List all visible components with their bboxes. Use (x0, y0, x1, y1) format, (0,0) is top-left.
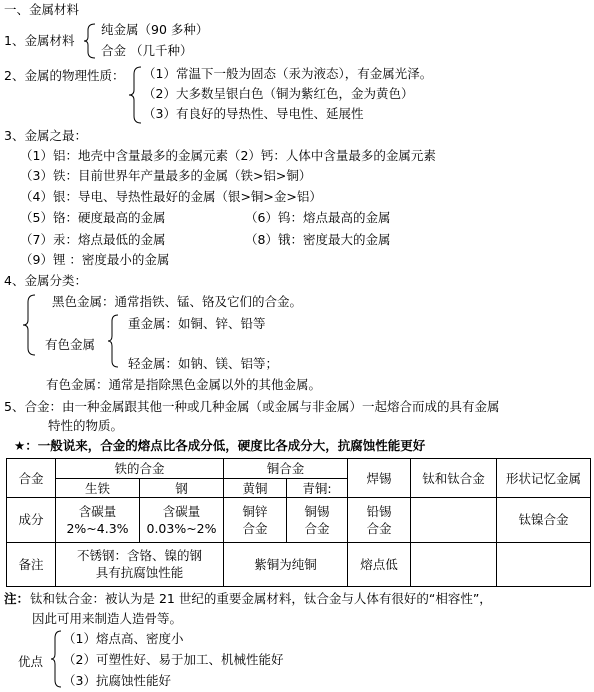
note-text-1: 钛和钛合金：被认为是 21 世纪的重要金属材料，钛合金与人体有很好的“相容性”， (30, 591, 492, 606)
s4-brace-inner (105, 312, 121, 370)
s2-item-1: （1）常温下一般为固态（汞为液态），有金属光泽。 (143, 66, 433, 81)
alloy-table (6, 458, 591, 587)
s3-line-4a: （5）铬：硬度最高的金属 (20, 210, 166, 225)
steel-note-1: 不锈钢：含铬、镍的钢 (77, 548, 203, 564)
steel-comp-1: 含碳量 (162, 503, 201, 519)
cell-solder-note: 熔点低 (348, 542, 411, 586)
s3-line-4b: （6）钨：熔点最高的金属 (245, 210, 391, 225)
s1-brace (82, 22, 98, 60)
advantage-1: （1）熔点高、密度小 (63, 631, 184, 646)
s5-line-1: 5、合金：由一种金属跟其他一种或几种金属（或金属与非金属）一起熔合而成的具有金属 (4, 399, 500, 414)
s3-label: 3、金属之最： (4, 128, 87, 143)
solder-comp-1: 铅锡 (366, 503, 392, 519)
cell-brass-comp (224, 498, 287, 542)
cell-titanium-note (411, 542, 497, 586)
pig-iron-comp-2: 2%~4.3% (66, 520, 129, 536)
page-title: 一、金属材料 (4, 2, 80, 17)
advantage-2: （2）可塑性好、易于加工、机械性能好 (63, 652, 284, 667)
cell-titanium-comp (411, 498, 497, 542)
s3-line-2: （3）铁：目前世界年产量最多的金属（铁>铝>铜） (20, 168, 312, 183)
header-alloy: 合金 (7, 459, 56, 498)
bronze-comp-1: 铜锡 (304, 503, 330, 519)
s4-brace-outer (20, 292, 38, 358)
note-text-2: 因此可用来制造人造骨等。 (32, 611, 183, 626)
cell-sma-comp: 钛镍合金 (497, 498, 591, 542)
steel-note-2: 具有抗腐蚀性能 (95, 565, 184, 581)
s5-line-2: 特性的物质。 (48, 418, 124, 433)
header-iron-alloy: 铁的合金 (56, 459, 224, 479)
cell-bronze-comp (287, 498, 348, 542)
brass-comp-1: 铜锌 (242, 503, 268, 519)
s4-heavy-metal: 重金属：如铜、锌、铅等 (128, 316, 266, 331)
header-copper-alloy: 铜合金 (224, 459, 348, 479)
steel-comp-2: 0.03%~2% (146, 520, 217, 536)
s1-label: 1、金属材料 (4, 33, 75, 48)
header-shape-memory: 形状记忆金属 (497, 459, 591, 498)
cell-solder-comp (348, 498, 411, 542)
s2-item-2: （2）大多数呈银白色（铜为紫红色，金为黄色） (143, 86, 414, 101)
header-bronze: 青铜: (287, 479, 348, 498)
s5-star-note: ★：一般说来，合金的熔点比各成分低，硬度比各成分大，抗腐蚀性能更好 (14, 438, 426, 453)
s2-label: 2、金属的物理性质： (4, 68, 125, 83)
s4-ferrous-metal: 黑色金属：通常指铁、锰、铬及它们的合金。 (52, 294, 303, 309)
header-solder: 焊锡 (348, 459, 411, 498)
header-pig-iron: 生铁 (56, 479, 140, 498)
advantages-brace (48, 628, 64, 690)
row-note-label: 备注 (7, 542, 56, 586)
s3-line-5a: （7）汞：熔点最低的金属 (20, 232, 166, 247)
header-titanium: 钛和钛合金 (411, 459, 497, 498)
s4-light-metal: 轻金属：如钠、镁、铝等； (128, 356, 279, 371)
header-steel: 钢 (140, 479, 224, 498)
bronze-comp-2: 合金 (304, 520, 330, 536)
s2-brace (126, 64, 144, 126)
cell-copper-note: 紫铜为纯铜 (224, 542, 348, 586)
s3-line-6: （9）锂 ：密度最小的金属 (20, 252, 170, 267)
s3-line-3: （4）银：导电、导热性最好的金属（银>铜>金>铝） (20, 189, 322, 204)
cell-sma-note (497, 542, 591, 586)
advantage-3: （3）抗腐蚀性能好 (63, 673, 171, 688)
pig-iron-comp-1: 含碳量 (78, 503, 117, 519)
solder-comp-2: 合金 (366, 520, 392, 536)
note-label: 注： (4, 591, 30, 606)
s4-nonferrous-note: 有色金属：通常是指除黑色金属以外的其他金属。 (46, 377, 322, 392)
s4-label: 4、金属分类： (4, 273, 87, 288)
header-brass: 黄铜 (224, 479, 287, 498)
row-composition-label: 成分 (7, 498, 56, 542)
cell-pig-iron-comp (56, 498, 140, 542)
cell-steel-note (56, 542, 224, 586)
cell-steel-comp (140, 498, 224, 542)
advantages-label: 优点 (18, 654, 44, 669)
s1-alloy: 合金 （几千种） (101, 43, 193, 58)
s3-line-5b: （8）锇：密度最大的金属 (245, 232, 391, 247)
s2-item-3: （3）有良好的导热性、导电性、延展性 (143, 106, 364, 121)
s4-nonferrous-metal: 有色金属 (45, 337, 96, 352)
brass-comp-2: 合金 (242, 520, 268, 536)
s3-line-1: （1）铝：地壳中含量最多的金属元素（2）钙：人体中含量最多的金属元素 (20, 148, 436, 163)
s1-pure-metal: 纯金属（90 多种） (101, 22, 209, 37)
